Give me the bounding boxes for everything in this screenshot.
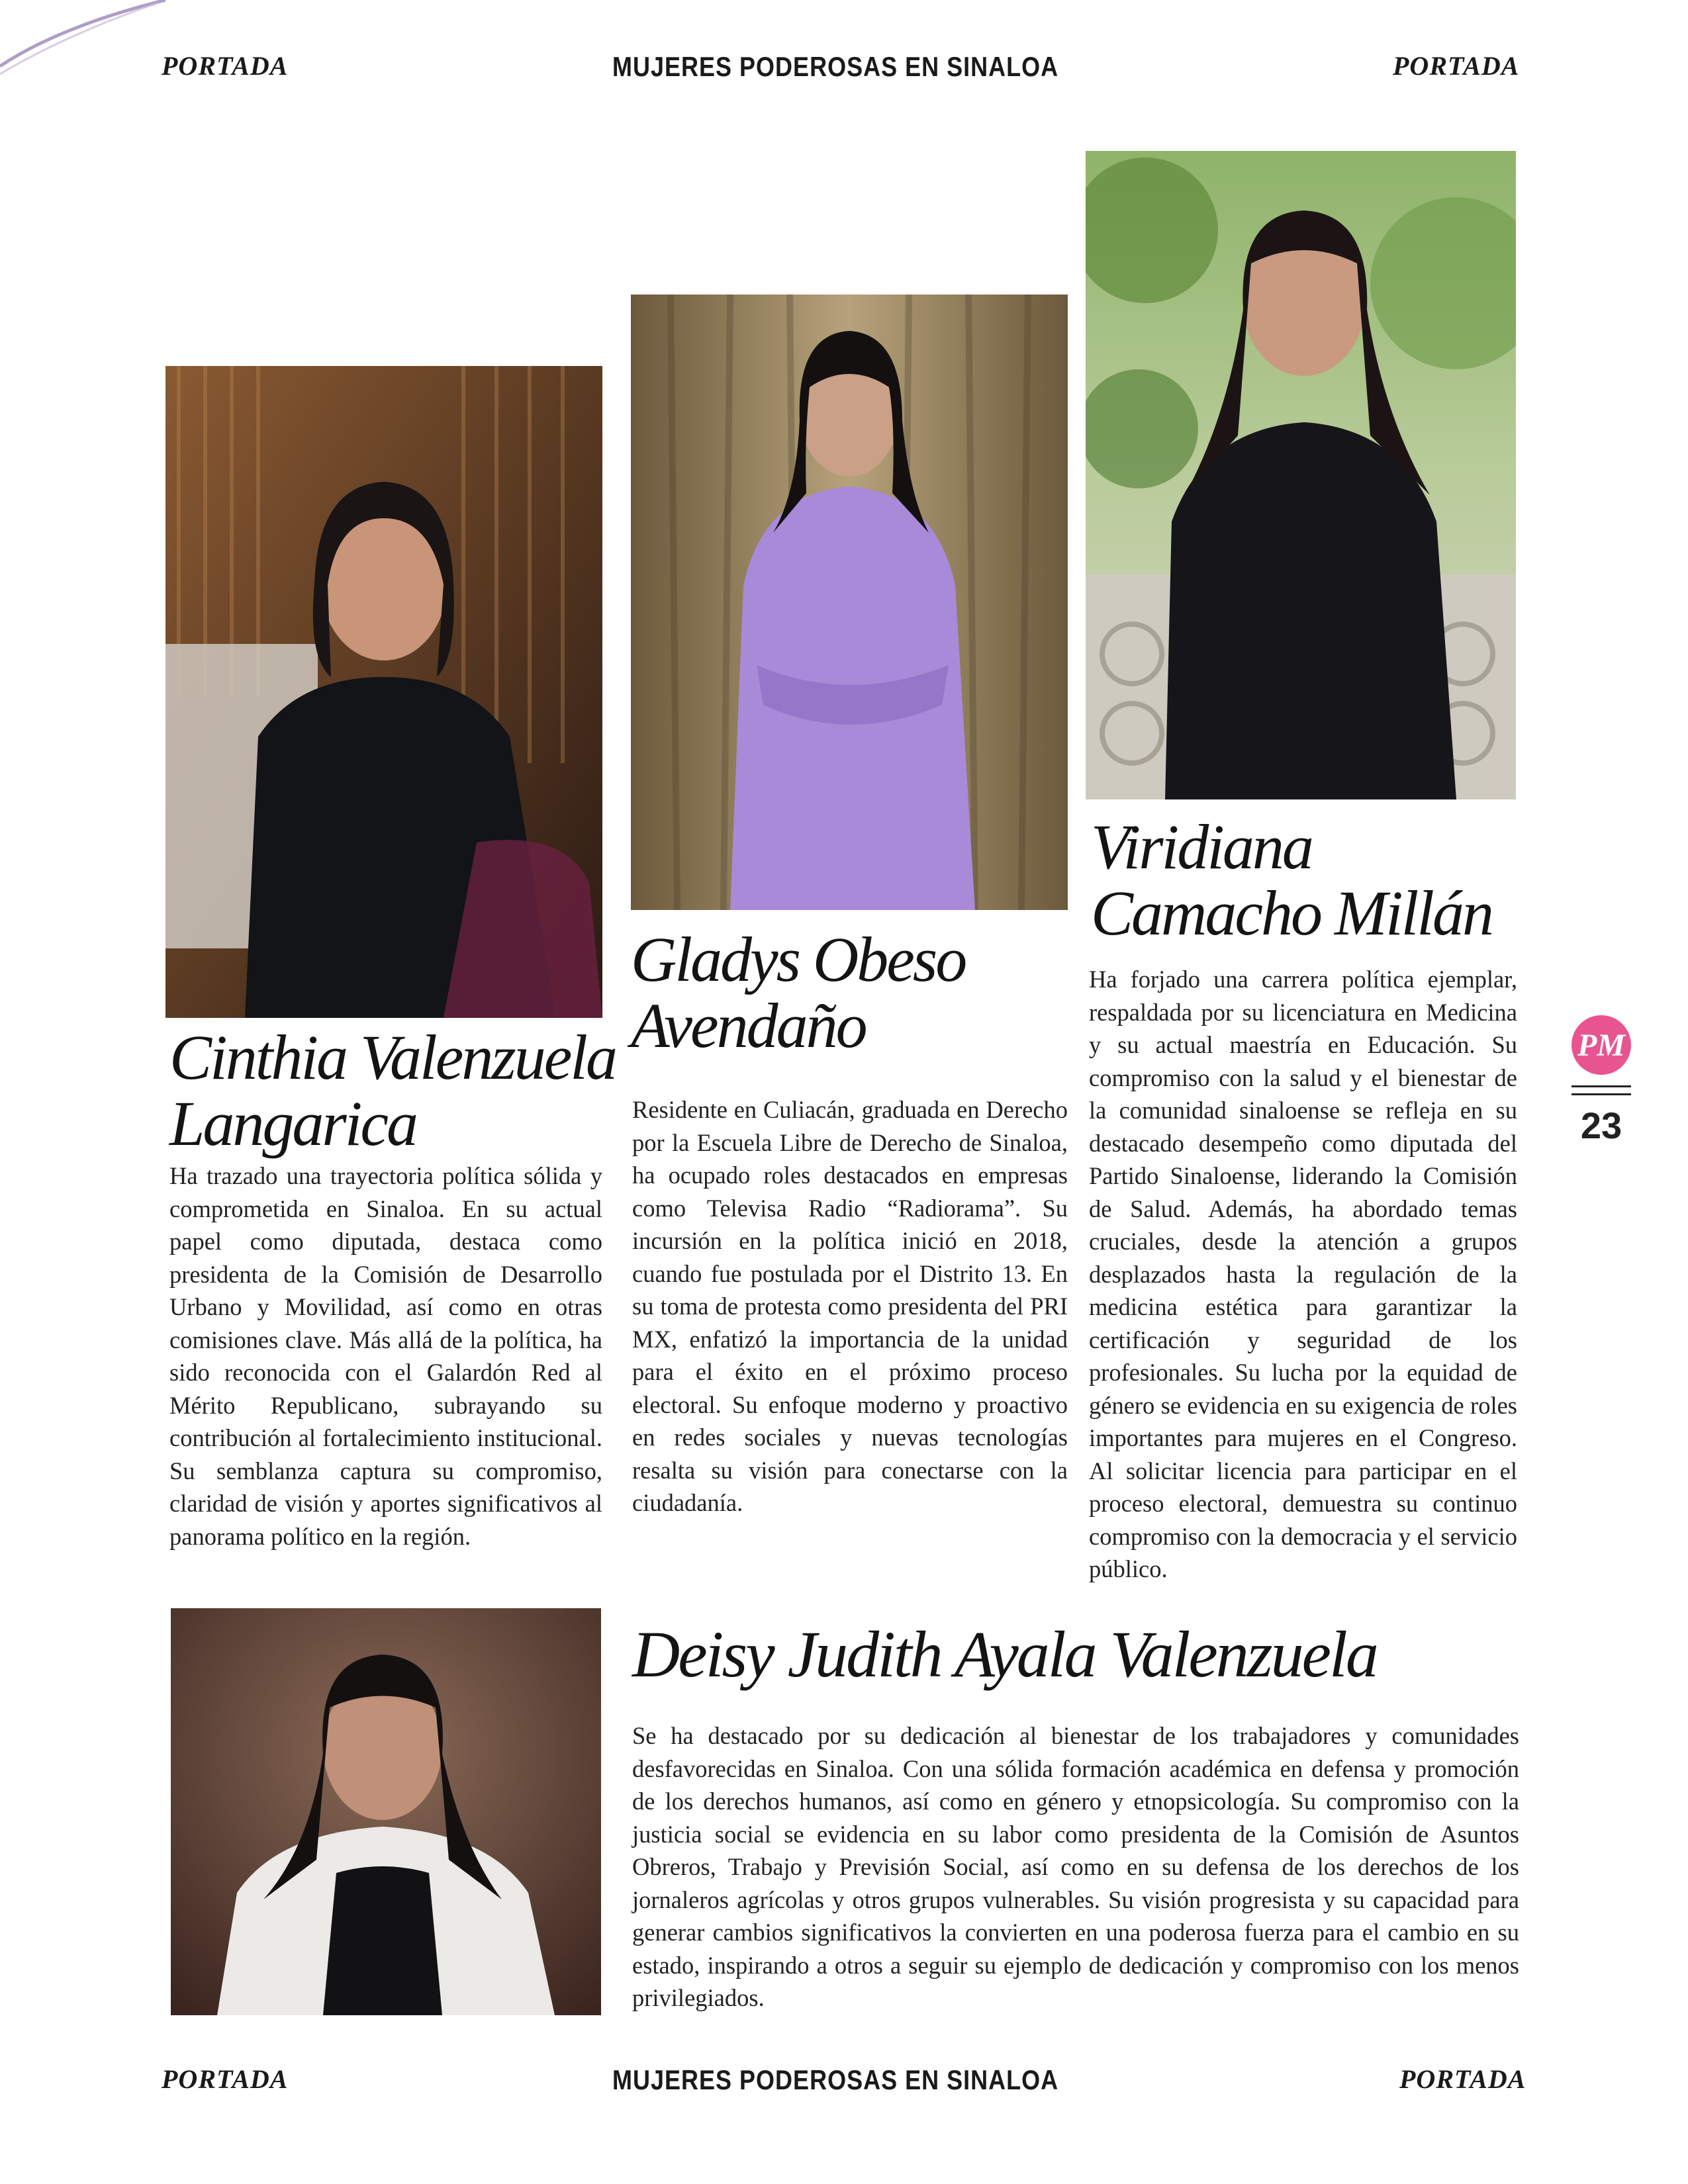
profile-name-line2: Avendaño (631, 990, 866, 1061)
profile-name-line1: Viridiana (1091, 811, 1312, 882)
profile-name-cinthia (169, 1024, 616, 1157)
portrait-photo-cinthia (165, 366, 602, 1018)
divider-rule (1571, 1093, 1631, 1095)
header-section-label-right: PORTADA (1393, 51, 1520, 81)
header-section-label-left: PORTADA (162, 51, 289, 81)
footer-section-label-right: PORTADA (1399, 2064, 1526, 2094)
decorative-swoosh (0, 0, 172, 86)
header-magazine-section-title: MUJERES PODEROSAS EN SINALOA (612, 50, 1059, 82)
profile-name-deisy: Deisy Judith Ayala Valenzuela (632, 1617, 1377, 1691)
profile-bio-viridiana: Ha forjado una carrera política ejemplar, respaldada por su licenciatura en Medicina y su actual maestría en Educación. Su compromiso con la salud y el bienestar de la comunidad sinaloense se refleja en su destacado desempeño como diputada del Partido Sinaloense, liderando la Comisión de Salud. Además, ha abordado temas cruciales, desde la atención a grupos desplazados hasta la regulación de la medicina estética para garantizar la certificación y seguridad de los profesionales. Su lucha por la equidad de género se evidencia en su exigencia de roles importantes para mujeres en el Congreso. Al solicitar licencia para participar en el proceso electoral, demuestra su continuo compromiso con la democracia y el servicio público. (1089, 966, 1517, 1582)
profile-bio-gladys: Residente en Culiacán, graduada en Derecho por la Escuela Libre de Derecho de Sinaloa, ha ocupado roles destacados en empresas como Televisa Radio “Radiorama”. Su incursión en la política inició en 2018, cuando fue postulada por el Distrito 13. En su toma de protesta como presidenta del PRI MX, enfatizó la importancia de la unidad para el éxito en el próximo proceso electoral. Su enfoque moderno y proactivo en redes sociales y nuevas tecnologías resalta su visión para conectarse con la ciudadanía. (632, 1096, 1068, 1516)
profile-name-line1: Cinthia Valenzuela (169, 1022, 616, 1093)
portrait-photo-gladys (631, 295, 1068, 910)
profile-name-line2: Camacho Millán (1091, 878, 1492, 948)
divider-rule (1571, 1085, 1631, 1087)
profile-name-gladys (631, 924, 966, 1061)
page-number: 23 (1580, 1105, 1622, 1146)
portrait-photo-deisy (171, 1608, 601, 2015)
magazine-logo-badge: PM (1571, 1015, 1631, 1075)
portrait-photo-viridiana (1086, 151, 1516, 799)
profile-bio-deisy: Se ha destacado por su dedicación al bienestar de los trabajadores y comunidades desfavorecidas en Sinaloa. Con una sólida formación académica en defensa y promoción de los derechos humanos, así como en género y etnopsicología. Su compromiso con la justicia social se evidencia en su labor como presidenta de la Comisión de Asuntos Obreros, Trabajo y Previsión Social, así como en su defensa de los derechos de los jornaleros agrícolas y otros grupos vulnerables. Su visión progresista y su capacidad para generar cambios significativos la convierten en una poderosa fuerza para el cambio en su estado, inspirando a otros a seguir su ejemplo de dedicación y compromiso con los menos privilegiados. (632, 1722, 1519, 2011)
profile-name-line1: Gladys Obeso (631, 924, 966, 995)
profile-name-viridiana (1091, 811, 1492, 948)
profile-bio-cinthia: Ha trazado una trayectoria política sólida y comprometida en Sinaloa. En su actual papel como diputada, destaca como presidenta de la Comisión de Desarrollo Urbano y Movilidad, así como en otras comisiones clave. Más allá de la política, ha sido reconocida con el Galardón Red al Mérito Republicano, subrayando su contribución al fortalecimiento institucional. Su semblanza captura su compromiso, claridad de visión y aportes significativos al panorama político en la región. (169, 1162, 602, 1550)
footer-section-label-left: PORTADA (162, 2064, 289, 2094)
footer-magazine-section-title: MUJERES PODEROSAS EN SINALOA (612, 2064, 1059, 2095)
profile-name-line2: Langarica (169, 1088, 417, 1159)
